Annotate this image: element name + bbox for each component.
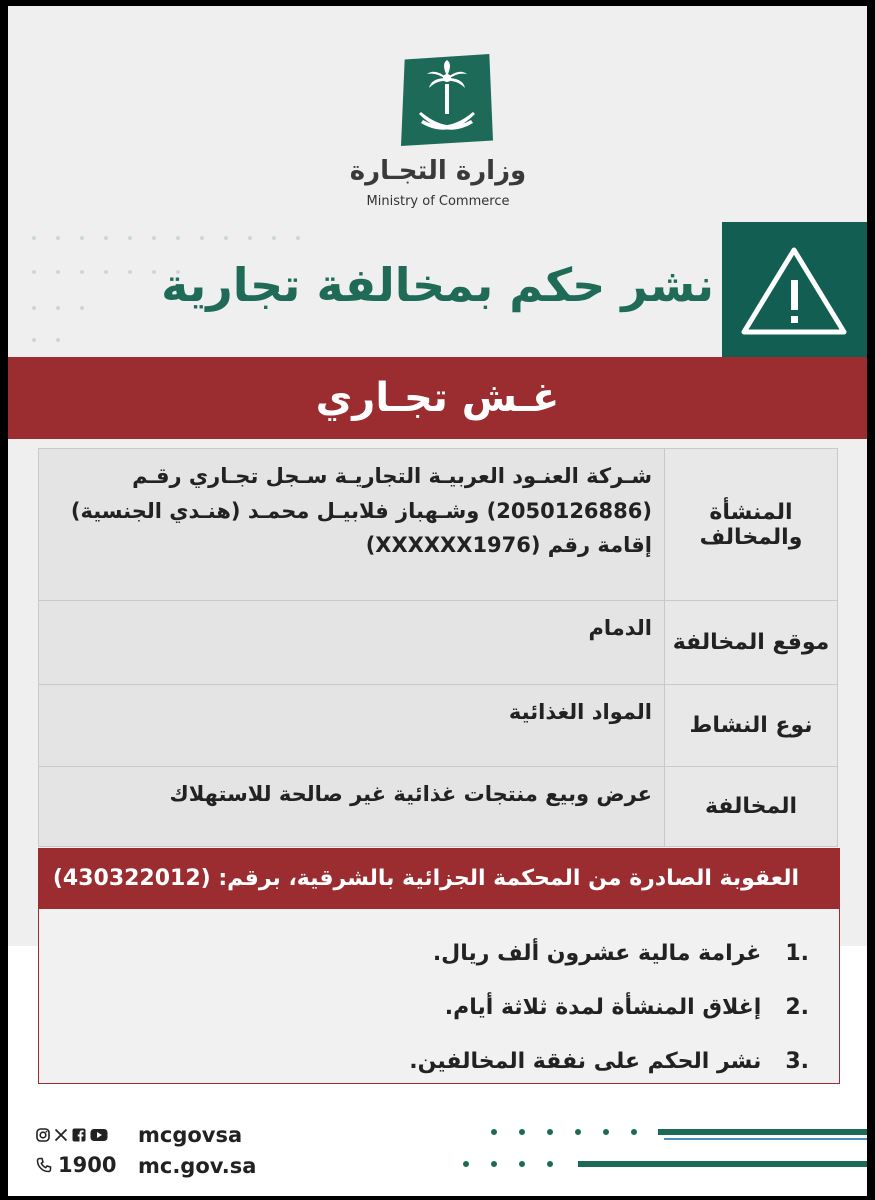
penalty-section	[38, 848, 840, 1084]
item-number: .3	[785, 1049, 809, 1074]
row-value-activity: المواد الغذائية	[39, 685, 665, 767]
item-number: .1	[785, 941, 809, 966]
item-number: .2	[785, 995, 809, 1020]
item-text: إغلاق المنشأة لمدة ثلاثة أيام.	[444, 995, 762, 1020]
violation-type-label: غـش تجـاري	[315, 375, 560, 421]
violation-type-banner	[8, 357, 867, 439]
social-handle[interactable]: mcgovsa	[138, 1123, 243, 1147]
instagram-icon[interactable]	[36, 1128, 50, 1142]
row-label-violation: المخالفة	[665, 767, 838, 847]
row-label-establishment: المنشأة والمخالف	[665, 449, 838, 601]
youtube-icon[interactable]	[90, 1128, 108, 1142]
item-text: غرامة مالية عشرون ألف ريال.	[432, 941, 762, 966]
list-item	[69, 927, 809, 981]
violation-details-table	[38, 448, 838, 847]
ministry-name-english: Ministry of Commerce	[366, 194, 510, 209]
facebook-icon[interactable]	[72, 1128, 86, 1142]
table-row	[39, 767, 838, 847]
row-value-location: الدمام	[39, 601, 665, 685]
phone-contact	[36, 1153, 116, 1177]
phone-icon	[36, 1157, 52, 1173]
website-link[interactable]: mc.gov.sa	[138, 1154, 257, 1178]
notice-page	[8, 6, 867, 1196]
ministry-logo	[401, 54, 493, 146]
row-label-location: موقع المخالفة	[665, 601, 838, 685]
row-label-activity: نوع النشاط	[665, 685, 838, 767]
social-icons	[36, 1128, 108, 1142]
palm-swords-icon	[401, 54, 493, 146]
penalty-list	[39, 909, 839, 1089]
item-text: نشر الحكم على نفقة المخالفين.	[409, 1049, 762, 1074]
page-title: نشر حكم بمخالفة تجارية	[161, 258, 714, 312]
table-row	[39, 685, 838, 767]
row-value-establishment: شـركة العنـود العربيـة التجاريـة سـجل تجـاري رقـم (2050126886) وشـهباز فلابيـل محمـد (هنـدي الجنسية) إقامة رقم (XXXXXX1976)	[39, 449, 665, 601]
penalty-heading: العقوبة الصادرة من المحكمة الجزائية بالشرقية، برقم: (430322012)	[39, 849, 839, 909]
row-value-violation: عرض وبيع منتجات غذائية غير صالحة للاستهلاك	[39, 767, 665, 847]
list-item	[69, 1035, 809, 1089]
decorative-lines	[448, 1126, 867, 1186]
table-row	[39, 601, 838, 685]
x-icon[interactable]	[54, 1128, 68, 1142]
warning-triangle-icon	[722, 222, 867, 362]
ministry-name-arabic: وزارة التجـارة	[349, 156, 527, 186]
list-item	[69, 981, 809, 1035]
phone-number[interactable]: 1900	[58, 1153, 117, 1177]
warning-panel	[722, 222, 867, 362]
table-row	[39, 449, 838, 601]
